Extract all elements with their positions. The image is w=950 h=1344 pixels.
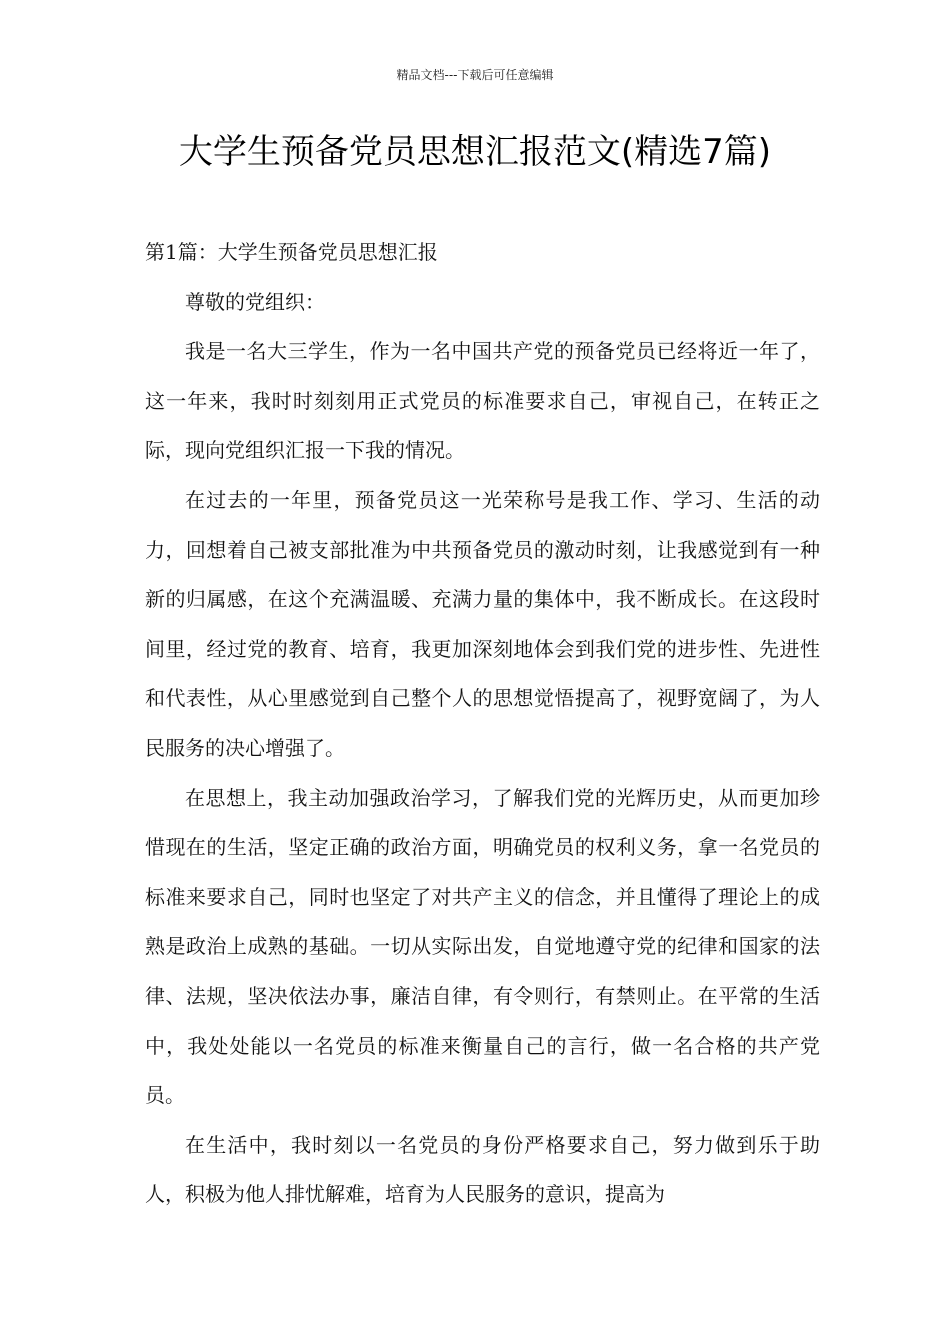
body-paragraph: 在过去的一年里，预备党员这一光荣称号是我工作、学习、生活的动力，回想着自己被支部批准为中共预备党员的激动时刻，让我感觉到有一种新的归属感，在这个充满温暖、充满力量的集体中，我不断成长。在这段时间里，经过党的教育、培育，我更加深刻地体会到我们党的进步性、先进性和代表性，从心里感觉到自己整个人的思想觉悟提高了，视野宽阔了，为人民服务的决心增强了。	[145, 487, 820, 760]
page-header-watermark: 精品文档---下载后可任意编辑	[396, 68, 554, 82]
document-body	[145, 228, 820, 1220]
document-title: 大学生预备党员思想汇报范文(精选7篇)	[178, 132, 772, 172]
body-paragraph: 我是一名大三学生，作为一名中国共产党的预备党员已经将近一年了，这一年来，我时时刻刻用正式党员的标准要求自己，审视自己，在转正之际，现向党组织汇报一下我的情况。	[145, 339, 820, 463]
salutation-paragraph: 尊敬的党组织：	[185, 289, 325, 314]
body-paragraph: 在思想上，我主动加强政治学习，了解我们党的光辉历史，从而更加珍惜现在的生活，坚定正确的政治方面，明确党员的权利义务，拿一名党员的标准来要求自己，同时也坚定了对共产主义的信念，并且懂得了理论上的成熟是政治上成熟的基础。一切从实际出发，自觉地遵守党的纪律和国家的法律、法规，坚决依法办事，廉洁自律，有令则行，有禁则止。在平常的生活中，我处处能以一名党员的标准来衡量自己的言行，做一名合格的共产党员。	[145, 785, 820, 1108]
section-heading: 第1篇：大学生预备党员思想汇报	[145, 240, 438, 264]
body-paragraph: 在生活中，我时刻以一名党员的身份严格要求自己，努力做到乐于助人，积极为他人排忧解难，培育为人民服务的意识，提高为	[145, 1132, 820, 1207]
